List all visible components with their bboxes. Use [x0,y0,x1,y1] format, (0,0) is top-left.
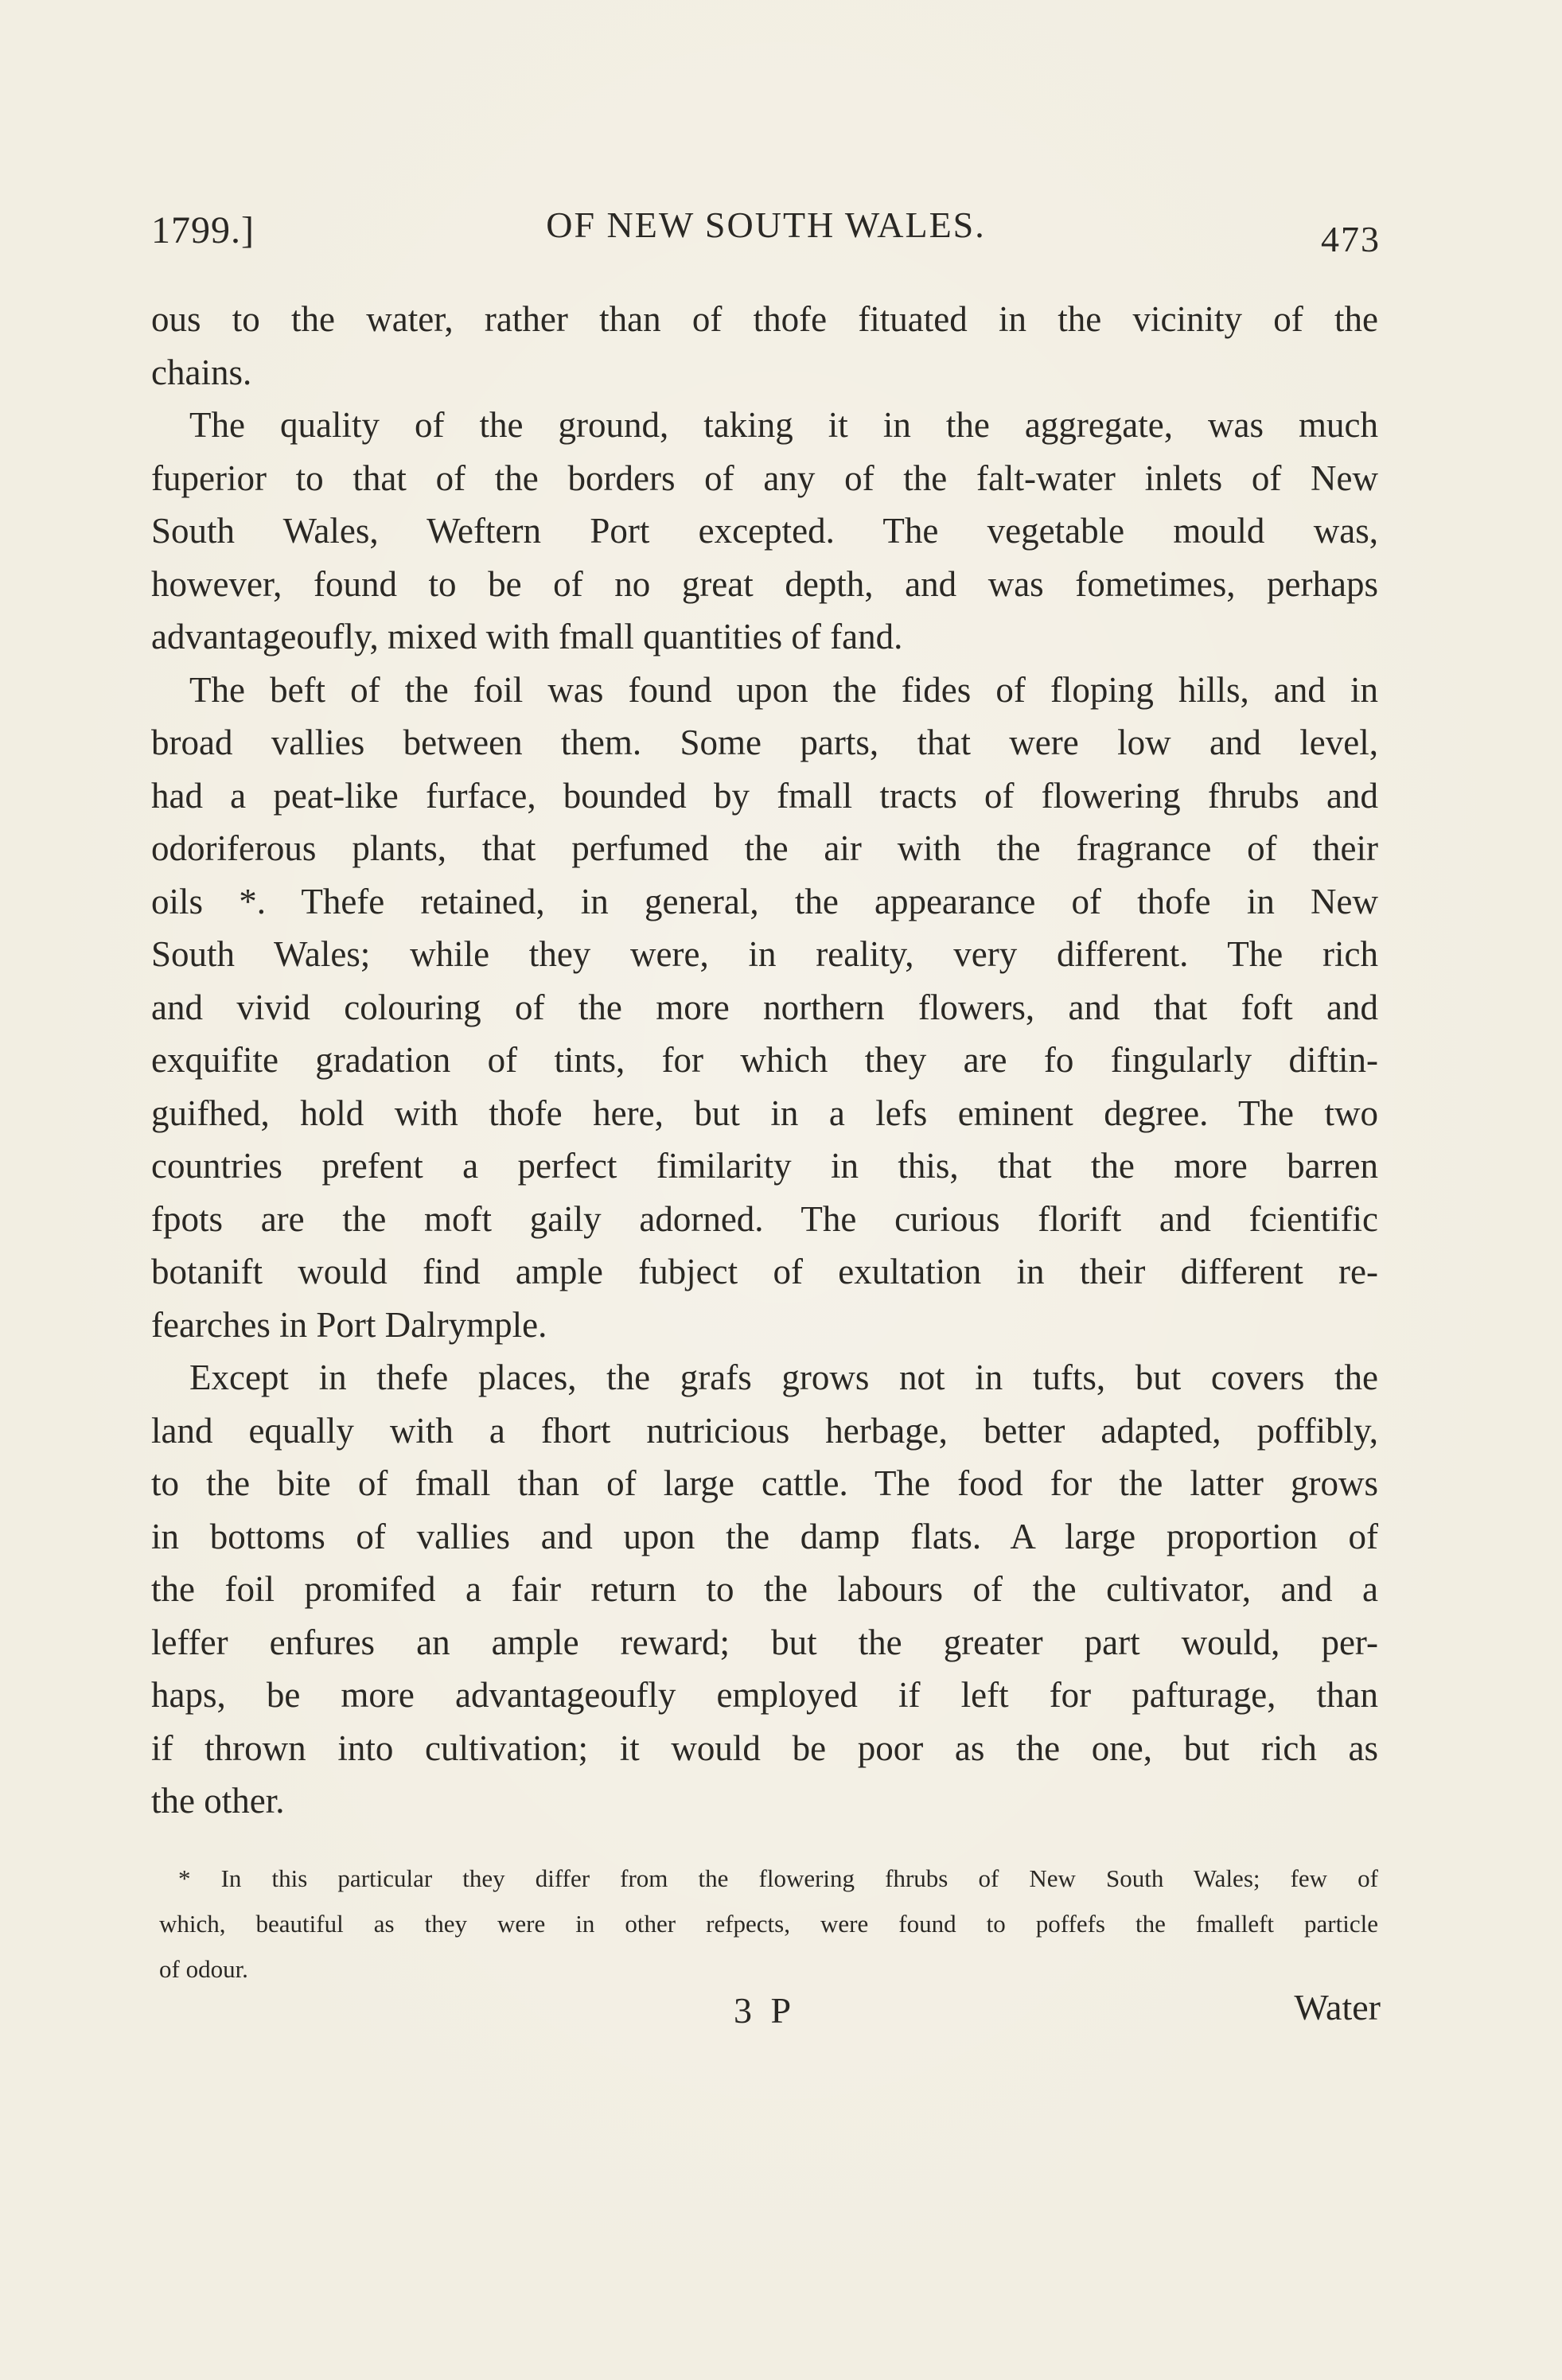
footnote-line: which, beautiful as they were in other refpects, were found to poffefs the fmalleft particle [159,1910,1378,1938]
page-number: 473 [1321,219,1381,259]
text-line: had a peat-like furface, bounded by fmall tracts of flowering fhrubs and [151,775,1378,816]
text-line: fpots are the moft gaily adorned. The curious florift and fcientific [151,1198,1378,1239]
running-header [151,201,1381,264]
text-line: exquifite gradation of tints, for which they are fo fingularly diftin- [151,1040,1378,1080]
text-line: if thrown into cultivation; it would be poor as the one, but rich as [151,1728,1378,1768]
text-line: chains. [151,352,252,392]
running-title: OF NEW SOUTH WALES. [546,205,986,245]
text-line: haps, be more advantageoufly employed if left for pafturage, than [151,1675,1378,1715]
text-line: the foil promifed a fair return to the labours of the cultivator, and a [151,1569,1378,1609]
main-text [151,293,1378,1828]
text-line: in bottoms of vallies and upon the damp flats. A large proportion of [151,1516,1378,1556]
catchword: Water [1294,1987,1381,2027]
text-line: Except in thefe places, the grafs grows not in tufts, but covers the [189,1357,1378,1397]
text-line: broad vallies between them. Some parts, that were low and level, [151,723,1378,762]
text-line: countries prefent a perfect fimilarity in this, that the more barren [151,1146,1378,1186]
text-line: odoriferous plants, that perfumed the air with the fragrance of their [151,828,1378,868]
text-line: leffer enfures an ample reward; but the greater part would, per- [151,1622,1378,1662]
signature-mark: 3 P [734,1990,797,2031]
text-line: however, found to be of no great depth, and was fometimes, perhaps [151,563,1378,604]
text-line: ous to the water, rather than of thofe fituated in the vicinity of the [151,299,1378,339]
text-line: oils *. Thefe retained, in general, the appearance of thofe in New [151,881,1378,921]
text-line: South Wales, Weftern Port excepted. The vegetable mould was, [151,511,1378,551]
text-line: The beft of the foil was found upon the fides of floping hills, and in [189,669,1378,710]
text-line: the other. [151,1781,285,1821]
footnote [159,1856,1378,1992]
text-line: to the bite of fmall than of large cattle. The food for the latter grows [151,1463,1378,1503]
text-line: The quality of the ground, taking it in the aggregate, was much [189,405,1378,445]
text-line: guifhed, hold with thofe here, but in a lefs eminent degree. The two [151,1093,1378,1133]
text-line: fearches in Port Dalrymple. [151,1304,547,1345]
text-line: and vivid colouring of the more northern flowers, and that foft and [151,987,1378,1027]
text-line: advantageoufly, mixed with fmall quantities of fand. [151,617,903,656]
footnote-line: * In this particular they differ from the flowering fhrubs of New South Wales; few of [178,1864,1378,1892]
header-year: 1799.] [151,209,255,251]
text-line: land equally with a fhort nutricious herbage, better adapted, poffibly, [151,1410,1378,1451]
footnote-line: of odour. [159,1955,248,1983]
text-line: fuperior to that of the borders of any of the falt-water inlets of New [151,458,1378,498]
text-line: botanift would find ample fubject of exultation in their different re- [151,1252,1378,1291]
text-line: South Wales; while they were, in reality, very different. The rich [151,934,1378,974]
